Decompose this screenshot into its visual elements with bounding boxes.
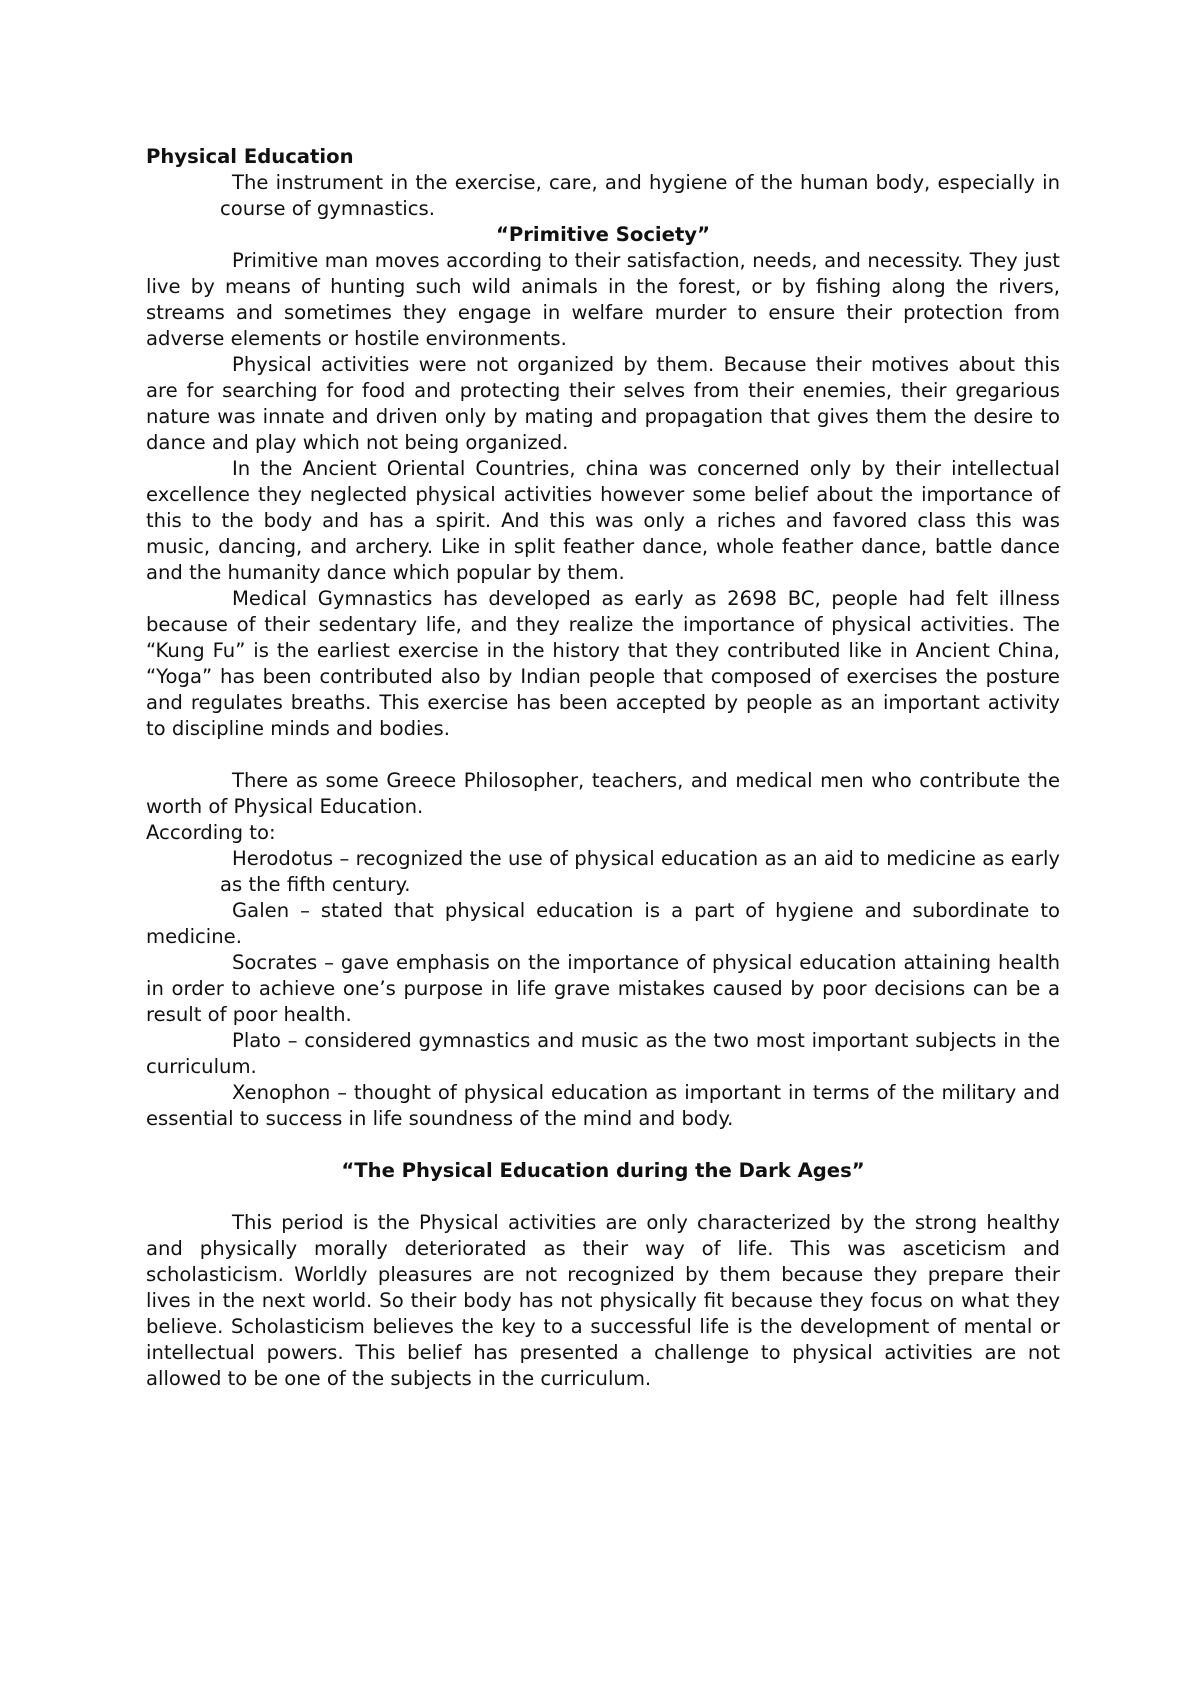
philosopher-socrates: Socrates – gave emphasis on the importance of physical education attaining health in order to achieve one’s purpose in life grave mistakes caused by poor decisions can be a result of poor health. <box>146 951 1060 1026</box>
dark-ages-title: “The Physical Education during the Dark Ages” <box>341 1159 865 1182</box>
paragraph-primitive-man: Primitive man moves according to their satisfaction, needs, and necessity. They just live by means of hunting such wild animals in the forest, or by fishing along the rivers, streams and sometimes they engage in welfare murder to ensure their protection from adverse elements or hostile environments. <box>146 249 1060 350</box>
blank-line <box>146 1132 1060 1158</box>
paragraph-greece-intro: There as some Greece Philosopher, teachers, and medical men who contribute the worth of Physical Education. <box>146 769 1060 818</box>
philosopher-herodotus: Herodotus – recognized the use of physical education as an aid to medicine as early as the fifth century. <box>220 847 1060 896</box>
philosopher-plato: Plato – considered gymnastics and music as the two most important subjects in the curriculum. <box>146 1029 1060 1078</box>
primitive-society-title: “Primitive Society” <box>496 223 710 246</box>
definition-paragraph: The instrument in the exercise, care, and hygiene of the human body, especially in course of gymnastics. <box>220 171 1060 220</box>
document-body <box>146 144 1060 1392</box>
according-to-label: According to: <box>146 821 276 844</box>
paragraph-medical-gymnastics: Medical Gymnastics has developed as early as 2698 BC, people had felt illness because of their sedentary life, and they realize the importance of physical activities. The “Kung Fu” is the earliest exercise in the history that they contributed like in Ancient China, “Yoga” has been contributed also by Indian people that composed of exercises the posture and regulates breaths. This exercise has been accepted by people as an important activity to discipline minds and bodies. <box>146 587 1060 740</box>
paragraph-ancient-oriental: In the Ancient Oriental Countries, china was concerned only by their intellectual excellence they neglected physical activities however some belief about the importance of this to the body and has a spirit. And this was only a riches and favored class this was music, dancing, and archery. Like in split feather dance, whole feather dance, battle dance and the humanity dance which popular by them. <box>146 457 1060 584</box>
document-heading: Physical Education <box>146 145 354 168</box>
paragraph-dark-ages: This period is the Physical activities are only characterized by the strong healthy and physically morally deteriorated as their way of life. This was asceticism and scholasticism. Worldly pleasures are not recognized by them because they prepare their lives in the next world. So their body has not physically fit because they focus on what they believe. Scholasticism believes the key to a successful life is the development of mental or intellectual powers. This belief has presented a challenge to physical activities are not allowed to be one of the subjects in the curriculum. <box>146 1211 1060 1390</box>
philosopher-galen: Galen – stated that physical education is a part of hygiene and subordinate to medicine. <box>146 899 1060 948</box>
blank-line <box>146 1184 1060 1210</box>
philosopher-xenophon: Xenophon – thought of physical education as important in terms of the military and essential to success in life soundness of the mind and body. <box>146 1081 1060 1130</box>
paragraph-physical-activities: Physical activities were not organized by them. Because their motives about this are for searching for food and protecting their selves from their enemies, their gregarious nature was innate and driven only by mating and propagation that gives them the desire to dance and play which not being organized. <box>146 353 1060 454</box>
blank-line <box>146 742 1060 768</box>
